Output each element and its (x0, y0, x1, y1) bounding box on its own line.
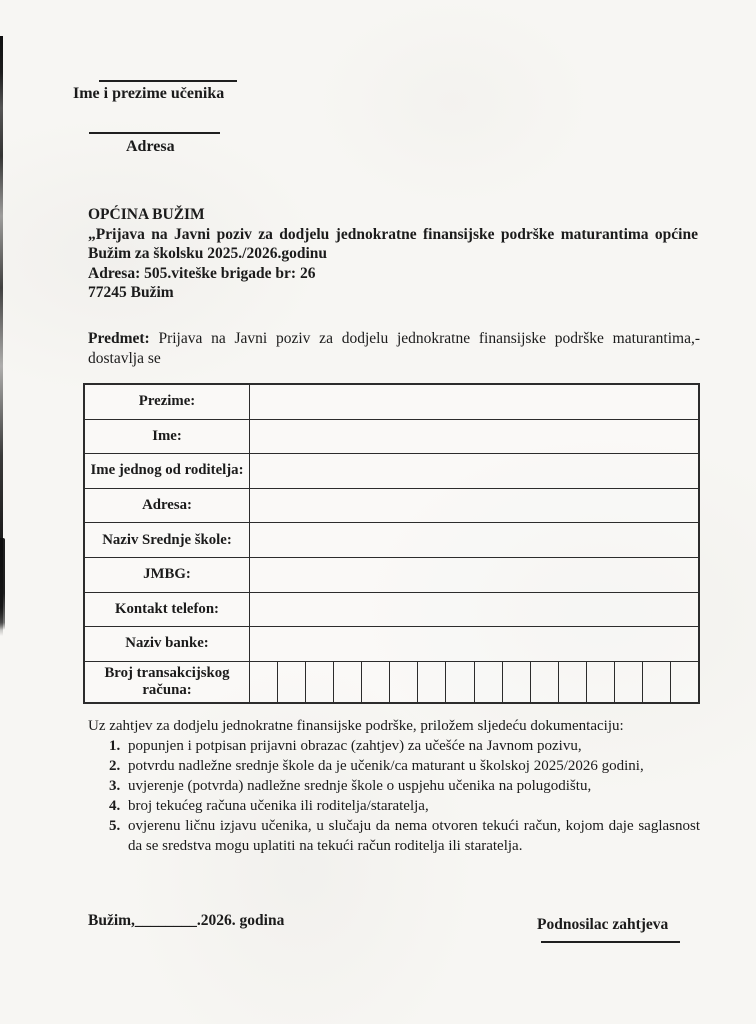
application-form-table (83, 383, 700, 704)
recipient-block (88, 205, 698, 303)
row-label: Broj transakcijskog računa: (85, 662, 250, 702)
date-line: Bužim,________.2026. godina (88, 912, 285, 929)
row-label: Naziv banke: (85, 627, 250, 661)
table-row (85, 627, 698, 662)
subject-paragraph (88, 329, 700, 369)
call-title: „Prijava na Javni poziv za dodjelu jednokratne finansijske podrške maturantima općine Bužim za školsku 2025./2026.godinu (88, 225, 698, 263)
parent-name-field[interactable] (250, 454, 698, 488)
student-name-label: Ime i prezime učenika (73, 85, 225, 102)
school-name-field[interactable] (250, 523, 698, 557)
table-row (85, 662, 698, 702)
table-row (85, 489, 698, 524)
account-digit-box[interactable] (475, 662, 503, 702)
row-label: JMBG: (85, 558, 250, 592)
account-digit-box[interactable] (559, 662, 587, 702)
attachment-list (88, 736, 700, 856)
list-item: 3. uvjerenje (potvrda) nadležne srednje škole o uspjehu učenika na polugodištu, (124, 776, 700, 796)
attachments-section (88, 716, 700, 856)
signature-line (541, 941, 680, 943)
surname-field[interactable] (250, 385, 698, 419)
row-label: Prezime: (85, 385, 250, 419)
account-digit-boxes (250, 662, 698, 702)
account-digit-box[interactable] (278, 662, 306, 702)
row-label: Ime: (85, 420, 250, 454)
account-digit-box[interactable] (418, 662, 446, 702)
recipient-city: 77245 Bužim (88, 284, 174, 302)
account-digit-box[interactable] (446, 662, 474, 702)
list-item: 4. broj tekućeg računa učenika ili roditelja/staratelja, (124, 796, 700, 816)
address-field[interactable] (250, 489, 698, 523)
address-label: Adresa (126, 138, 175, 155)
account-digit-box[interactable] (615, 662, 643, 702)
municipality-name: OPĆINA BUŽIM (88, 206, 205, 223)
signature-label: Podnosilac zahtjeva (537, 916, 669, 933)
account-digit-box[interactable] (503, 662, 531, 702)
account-digit-box[interactable] (306, 662, 334, 702)
row-label: Adresa: (85, 489, 250, 523)
recipient-street: Adresa: 505.viteške brigade br: 26 (88, 264, 316, 282)
account-digit-box[interactable] (531, 662, 559, 702)
scan-edge-artifact-blob (0, 538, 5, 630)
jmbg-field[interactable] (250, 558, 698, 592)
account-digit-box[interactable] (643, 662, 671, 702)
firstname-field[interactable] (250, 420, 698, 454)
student-name-line (99, 80, 237, 82)
table-row (85, 385, 698, 420)
table-row (85, 454, 698, 489)
row-label: Kontakt telefon: (85, 593, 250, 627)
list-item: 5. ovjerenu ličnu izjavu učenika, u slučaju da nema otvoren tekući račun, kojom daje saglasnost da se sredstva mogu uplatiti na tekući račun roditelja ili staratelja. (124, 816, 700, 856)
table-row (85, 558, 698, 593)
address-line (89, 132, 220, 134)
table-row (85, 593, 698, 628)
account-digit-box[interactable] (334, 662, 362, 702)
account-digit-box[interactable] (250, 662, 278, 702)
phone-field[interactable] (250, 593, 698, 627)
table-row (85, 523, 698, 558)
account-digit-box[interactable] (362, 662, 390, 702)
list-item: 2. potvrdu nadležne srednje škole da je učenik/ca maturant u školskoj 2025/2026 godini, (124, 756, 700, 776)
attachments-intro: Uz zahtjev za dodjelu jednokratne finansijske podrške, priložem sljedeću dokumentaciju: (88, 718, 624, 734)
table-row (85, 420, 698, 455)
account-digit-box[interactable] (587, 662, 615, 702)
subject-text: Prijava na Javni poziv za dodjelu jednokratne finansijske podrške maturantima,- dostavlja se (88, 330, 701, 367)
account-digit-box[interactable] (671, 662, 698, 702)
account-digit-box[interactable] (390, 662, 418, 702)
list-item: 1. popunjen i potpisan prijavni obrazac (zahtjev) za učešće na Javnom pozivu, (124, 736, 700, 756)
row-label: Ime jednog od roditelja: (85, 454, 250, 488)
bank-name-field[interactable] (250, 627, 698, 661)
row-label: Naziv Srednje škole: (85, 523, 250, 557)
subject-label: Predmet: (88, 330, 150, 347)
